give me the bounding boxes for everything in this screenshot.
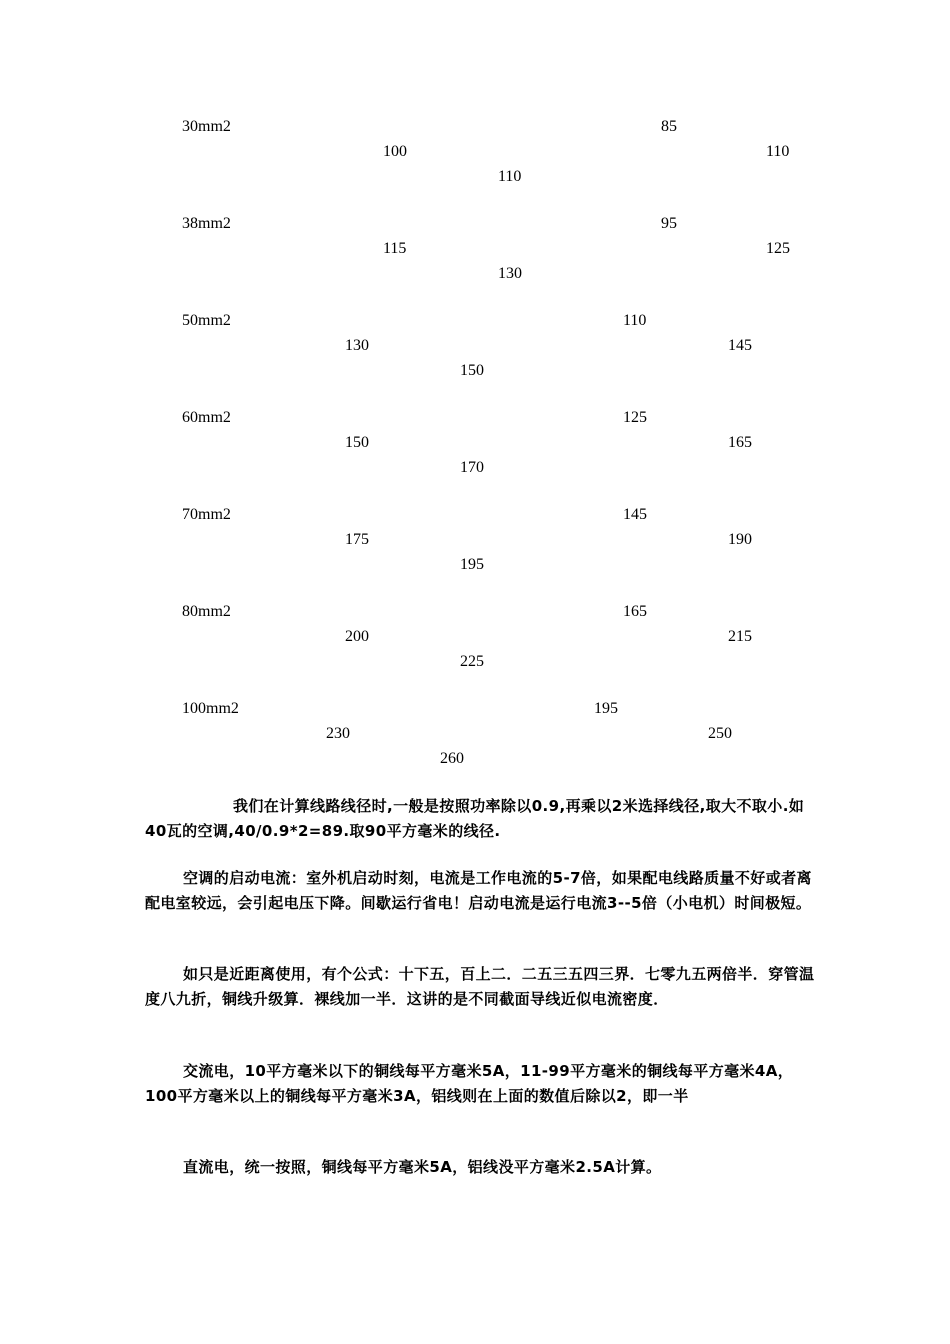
table-cell-value: 195 [594,700,618,717]
table-cell-value: 130 [345,337,369,354]
table-cell-value: 100 [383,143,407,160]
table-cell-value: 230 [326,725,350,742]
paragraph-formula: 如只是近距离使用，有个公式：十下五，百上二．二五三五四三界．七零九五两倍半．穿管温度八九折，铜线升级算．裸线加一半．这讲的是不同截面导线近似电流密度． [145,965,815,1008]
table-cell-value: 115 [383,240,407,257]
table-cell-value: 165 [623,603,647,620]
table-cell-value: 125 [623,409,647,426]
table-cell-value: 200 [345,628,369,645]
table-cell-section: 38mm2 [182,215,231,232]
table-cell-section: 100mm2 [182,700,239,717]
table-cell-value: 145 [623,506,647,523]
table-cell-section: 50mm2 [182,312,231,329]
paragraph-ac-current: 交流电，10平方毫米以下的铜线每平方毫米5A，11-99平方毫米的铜线每平方毫米4A，100平方毫米以上的铜线每平方毫米3A，铝线则在上面的数值后除以2，即一半 [145,1062,794,1105]
table-cell-value: 125 [766,240,790,257]
paragraph-startup-current: 空调的启动电流：室外机启动时刻，电流是工作电流的5-7倍，如果配电线路质量不好或者离配电室较远，会引起电压下降。间歇运行省电！启动电流是运行电流3--5倍（小电机）时间极短。 [145,869,812,912]
table-cell-value: 175 [345,531,369,548]
table-cell-section: 30mm2 [182,118,231,135]
table-cell-value: 250 [708,725,732,742]
table-cell-value: 195 [460,556,484,573]
table-cell-section: 60mm2 [182,409,231,426]
table-cell-section: 70mm2 [182,506,231,523]
paragraph-dc-current: 直流电，统一按照，铜线每平方毫米5A，铝线没平方毫米2.5A计算。 [183,1158,662,1176]
table-cell-value: 225 [460,653,484,670]
table-cell-value: 190 [728,531,752,548]
table-cell-value: 150 [345,434,369,451]
table-cell-value: 110 [766,143,790,160]
table-cell-value: 260 [440,750,464,767]
table-cell-value: 215 [728,628,752,645]
table-cell-value: 170 [460,459,484,476]
table-cell-value: 130 [498,265,522,282]
paragraph-wire-gauge: 我们在计算线路线径时,一般是按照功率除以0.9,再乘以2米选择线径,取大不取小.如40瓦的空调,40/0.9*2=89.取90平方毫米的线径. [145,797,805,840]
table-cell-value: 85 [661,118,677,135]
table-cell-value: 110 [623,312,647,329]
table-cell-section: 80mm2 [182,603,231,620]
table-cell-value: 95 [661,215,677,232]
table-cell-value: 150 [460,362,484,379]
table-cell-value: 165 [728,434,752,451]
table-cell-value: 145 [728,337,752,354]
table-cell-value: 110 [498,168,522,185]
